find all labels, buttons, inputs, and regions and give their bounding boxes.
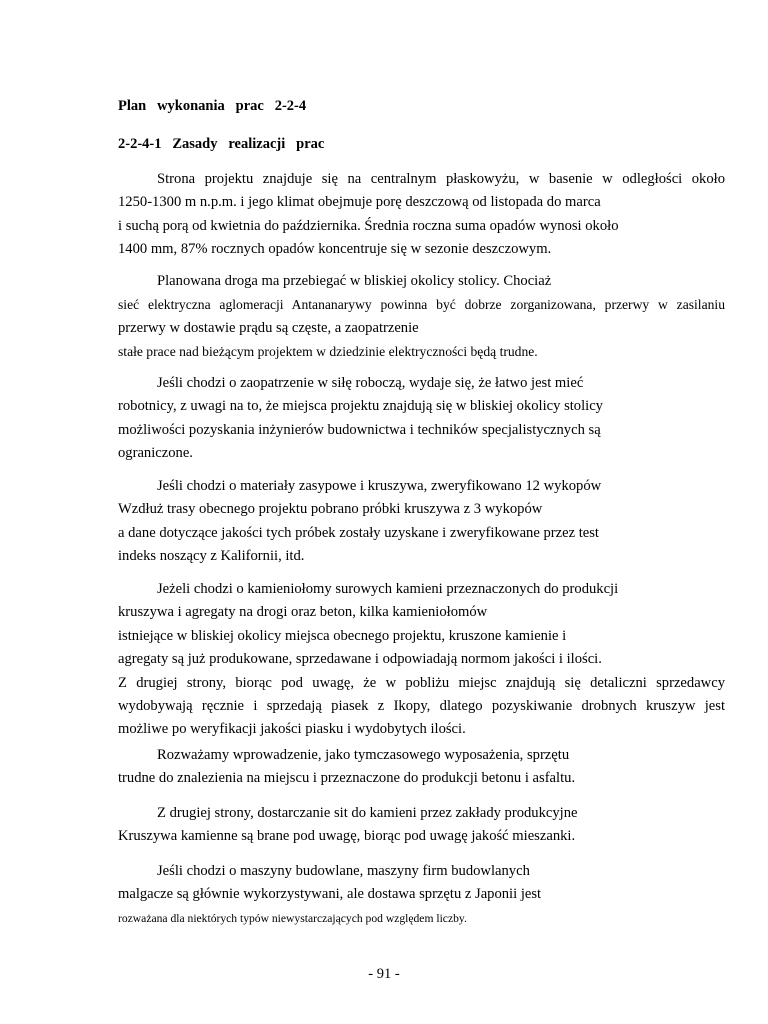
paragraph-electricity: [118, 270, 725, 364]
text-line: Strona projektu znajduje się na centralnym płaskowyżu, w basenie w odległości około: [157, 171, 725, 187]
text-line: istniejące w bliskiej okolicy miejsca obecnego projektu, kruszone kamienie i: [118, 627, 567, 644]
text-line: Rozważamy wprowadzenie, jako tymczasowego wyposażenia, sprzętu: [157, 747, 570, 763]
page-number: - 91 -: [368, 966, 400, 982]
text-line: stałe prace nad bieżącym projektem w dziedzinie elektryczności będą trudne.: [118, 344, 538, 360]
text-line: przerwy w dostawie prądu są częste, a zaopatrzenie: [118, 319, 419, 336]
text-line: i suchą porą od kwietnia do października. Średnia roczna suma opadów wynosi około: [118, 217, 619, 234]
text-line: Z drugiej strony, dostarczanie sit do kamieni przez zakłady produkcyjne: [157, 805, 578, 821]
text-line: Jeżeli chodzi o kamieniołomy surowych kamieni przeznaczonych do produkcji: [157, 581, 619, 597]
paragraph-materials: [118, 475, 725, 569]
text-line: Jeśli chodzi o maszyny budowlane, maszyny firm budowlanych: [157, 863, 530, 879]
text-line: możliwości pozyskania inżynierów budownictwa i techników specjalistycznych są: [118, 421, 601, 438]
text-line: 1400 mm, 87% rocznych opadów koncentruje się w sezonie deszczowym.: [118, 241, 552, 258]
paragraph-equipment: [118, 744, 725, 791]
text-line: Jeśli chodzi o zaopatrzenie w siłę roboczą, wydaje się, że łatwo jest mieć: [157, 375, 584, 391]
text-line: wydobywają ręcznie i sprzedają piasek z Ikopy, dlatego pozyskiwanie drobnych kruszyw jest: [118, 697, 725, 714]
text-line: Jeśli chodzi o materiały zasypowe i kruszywa, zweryfikowano 12 wykopów: [157, 478, 602, 494]
text-line: agregaty są już produkowane, sprzedawane i odpowiadają normom jakości i ilości.: [118, 651, 602, 668]
text-line: rozważana dla niektórych typów niewystarczających pod względem liczby.: [118, 911, 467, 925]
text-line: ograniczone.: [118, 445, 193, 462]
text-line: a dane dotyczące jakości tych próbek zostały uzyskane i zweryfikowane przez test: [118, 524, 599, 541]
text-line: malgacze są głównie wykorzystywani, ale dostawa sprzętu z Japonii jest: [118, 886, 542, 903]
paragraph-labour: [118, 372, 725, 466]
text-line: 1250-1300 m n.p.m. i jego klimat obejmuje porę deszczową od listopada do marca: [118, 194, 601, 211]
text-line: robotnicy, z uwagi na to, że miejsca projektu znajdują się w bliskiej okolicy stolicy: [118, 398, 603, 415]
text-line: trudne do znalezienia na miejscu i przeznaczone do produkcji betonu i asfaltu.: [118, 770, 576, 787]
text-line: kruszywa i agregaty na drogi oraz beton, kilka kamieniołomów: [118, 604, 488, 621]
section-heading: Plan wykonania prac 2-2-4: [118, 98, 307, 114]
text-line: Z drugiej strony, biorąc pod uwagę, że w pobliżu miejsc znajdują się detaliczni sprzedawcy: [118, 674, 725, 691]
paragraph-sieves: [118, 802, 725, 849]
paragraph-climate: [118, 168, 725, 262]
text-line: możliwe po weryfikacji jakości piasku i wydobytych ilości.: [118, 721, 466, 738]
paragraph-machinery: [118, 860, 725, 930]
text-line: indeks noszący z Kalifornii, itd.: [118, 548, 305, 565]
text-line: Planowana droga ma przebiegać w bliskiej okolicy stolicy. Chociaż: [157, 273, 552, 289]
paragraph-quarries: [118, 578, 725, 742]
text-line: Kruszywa kamienne są brane pod uwagę, biorąc pod uwagę jakość mieszanki.: [118, 828, 576, 845]
text-line: Wzdłuż trasy obecnego projektu pobrano próbki kruszywa z 3 wykopów: [118, 501, 543, 518]
text-line: sieć elektryczna aglomeracji Antananarywy powinna być dobrze zorganizowana, przerwy w zasilaniu: [118, 297, 725, 313]
subsection-heading: 2-2-4-1 Zasady realizacji prac: [118, 136, 325, 152]
